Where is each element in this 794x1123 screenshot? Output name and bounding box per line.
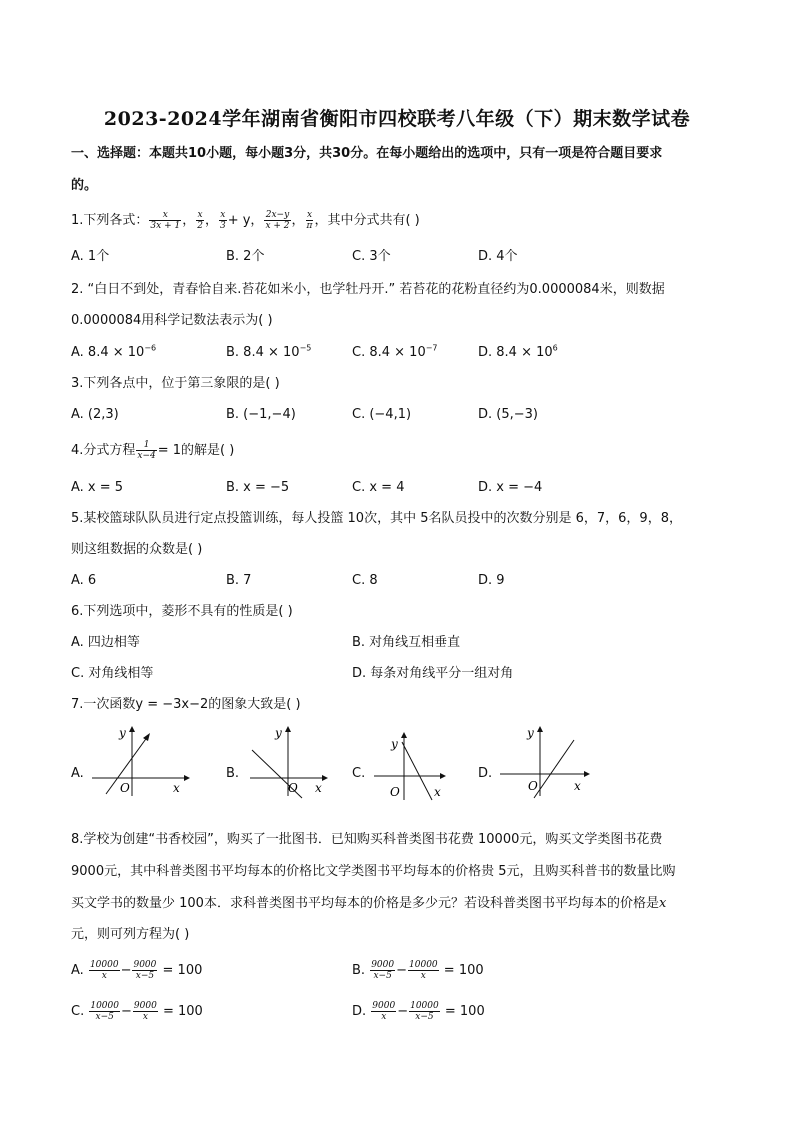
fraction: $\frac{9000}{x-5}$ <box>371 960 395 981</box>
q8-option-c: C. $\frac{10000}{x-5}$ − $\frac{9000}{x}$ = 100 <box>71 1001 203 1022</box>
q8-option-b: B. $\frac{9000}{x-5}$ − $\frac{10000}{x}$ = 100 <box>352 960 484 981</box>
q6-option-a: A. 四边相等 <box>71 635 140 650</box>
q1-option-a: A. 1个 <box>71 249 110 264</box>
q7-graph-c <box>366 730 460 802</box>
question-1-stem: 1.下列各式： $\frac{x}{3x + 1}$ ， $\frac{x}{2}$ ， $\frac{x}{3}$ + y， $\frac{2x-y}{x + 2}$ ， $\frac{x}{\pi}$ ，其中分式共有( ) <box>71 210 420 231</box>
origin-label: O <box>288 781 298 795</box>
fraction: $\frac{x}{3}$ <box>219 210 226 231</box>
fraction: $\frac{10000}{x-5}$ <box>410 1001 439 1022</box>
q5-option-a: A. 6 <box>71 573 97 588</box>
origin-label: O <box>390 785 400 799</box>
question-3-stem: 3.下列各点中，位于第三象限的是( ) <box>71 376 280 391</box>
q4-option-d: D. x = −4 <box>478 480 543 495</box>
section-header-line2: 的。 <box>71 178 98 193</box>
x-axis-label: x <box>574 779 581 793</box>
fraction: $\frac{x}{\pi}$ <box>306 210 313 231</box>
q1-option-b: B. 2个 <box>226 249 265 264</box>
q7-option-d-label: D. <box>478 766 493 781</box>
origin-label: O <box>528 779 538 793</box>
q4-option-c: C. x = 4 <box>352 480 405 495</box>
q6-option-c: C. 对角线相等 <box>71 666 154 681</box>
question-8-line3: 买文学书的数量少 100本．求科普类图书平均每本的价格是多少元？若设科普类图书平均每本的价格是x <box>71 896 667 911</box>
fraction: $\frac{9000}{x}$ <box>372 1001 396 1022</box>
section-header-line1: 一、选择题：本题共10小题，每小题3分，共30分。在每小题给出的选项中，只有一项是符合题目要求 <box>71 146 663 161</box>
fraction: $\frac{x}{3x + 1}$ <box>150 210 181 231</box>
q7-graph-d <box>494 724 598 800</box>
y-axis-label: y <box>275 726 282 740</box>
question-4-stem: 4.分式方程 $\frac{1}{x-4}$ = 1的解是( ) <box>71 440 235 461</box>
q3-option-c: C. (−4,1) <box>352 407 412 422</box>
question-2-line2: 0.0000084用科学记数法表示为( ) <box>71 313 273 328</box>
exam-title: 2023-2024学年湖南省衡阳市四校联考八年级（下）期末数学试卷 <box>103 108 691 130</box>
q6-option-b: B. 对角线互相垂直 <box>352 635 461 650</box>
question-8-line2: 9000元，其中科普类图书平均每本的价格比文学类图书平均每本的价格贵 5元，且购买科普书的数量比购 <box>71 864 676 879</box>
q1-option-c: C. 3个 <box>352 249 391 264</box>
q5-option-d: D. 9 <box>478 573 505 588</box>
question-5-line2: 则这组数据的众数是( ) <box>71 542 203 557</box>
fraction: $\frac{10000}{x}$ <box>409 960 438 981</box>
q3-option-b: B. (−1,−4) <box>226 407 296 422</box>
q6-option-d: D. 每条对角线平分一组对角 <box>352 666 514 681</box>
fraction: $\frac{10000}{x}$ <box>89 960 119 981</box>
question-5-line1: 5.某校篮球队队员进行定点投篮训练，每人投篮 10次，其中 5名队员投中的次数分别是 6，7，6，9，8， <box>71 511 682 526</box>
question-8-line1: 8.学校为创建“书香校园”，购买了一批图书．已知购买科普类图书花费 10000元，购买文学类图书花费 <box>71 832 663 847</box>
q2-option-d: D. $8.4 \times 10^6$ <box>478 343 558 360</box>
fraction: $\frac{9000}{x-5}$ <box>133 960 157 981</box>
question-8-line4: 元，则可列方程为( ) <box>71 927 190 942</box>
q3-option-d: D. (5,−3) <box>478 407 538 422</box>
q5-option-c: C. 8 <box>352 573 378 588</box>
q1-option-d: D. 4个 <box>478 249 518 264</box>
q2-option-a: A. $8.4 \times 10^{-6}$ <box>71 343 157 360</box>
q7-graph-a <box>88 724 198 800</box>
x-axis-label: x <box>315 781 322 795</box>
q4-option-b: B. x = −5 <box>226 480 290 495</box>
y-axis-label: y <box>119 726 126 740</box>
fraction: $\frac{9000}{x}$ <box>133 1001 157 1022</box>
q4-option-a: A. x = 5 <box>71 480 124 495</box>
q8-option-d: D. $\frac{9000}{x}$ − $\frac{10000}{x-5}$ = 100 <box>352 1001 485 1022</box>
fraction: $\frac{1}{x-4}$ <box>137 440 156 461</box>
q7-graph-b <box>238 724 338 800</box>
q3-option-a: A. (2,3) <box>71 407 119 422</box>
question-6-stem: 6.下列选项中，菱形不具有的性质是( ) <box>71 604 293 619</box>
fraction: $\frac{2x-y}{x + 2}$ <box>265 210 290 231</box>
q8-option-a: A. $\frac{10000}{x}$ − $\frac{9000}{x-5}$ = 100 <box>71 960 203 981</box>
fraction: $\frac{10000}{x-5}$ <box>90 1001 119 1022</box>
question-2-line1: 2. “白日不到处，青春恰自来.苔花如米小，也学牡丹开.” 若苔花的花粉直径约为0.0000084米，则数据 <box>71 282 665 297</box>
y-axis-label: y <box>391 737 398 751</box>
y-axis-label: y <box>527 726 534 740</box>
q2-option-b: B. $8.4 \times 10^{-5}$ <box>226 343 312 360</box>
q7-option-a-label: A. <box>71 766 84 781</box>
x-axis-label: x <box>173 781 180 795</box>
q2-option-c: C. $8.4 \times 10^{-7}$ <box>352 343 438 360</box>
q5-option-b: B. 7 <box>226 573 252 588</box>
question-7-stem: 7.一次函数y = −3x−2的图象大致是( ) <box>71 697 301 712</box>
q7-option-c-label: C. <box>352 766 366 781</box>
q7-option-b-label: B. <box>226 766 240 781</box>
origin-label: O <box>120 781 130 795</box>
x-axis-label: x <box>434 785 441 799</box>
fraction: $\frac{x}{2}$ <box>197 210 203 231</box>
